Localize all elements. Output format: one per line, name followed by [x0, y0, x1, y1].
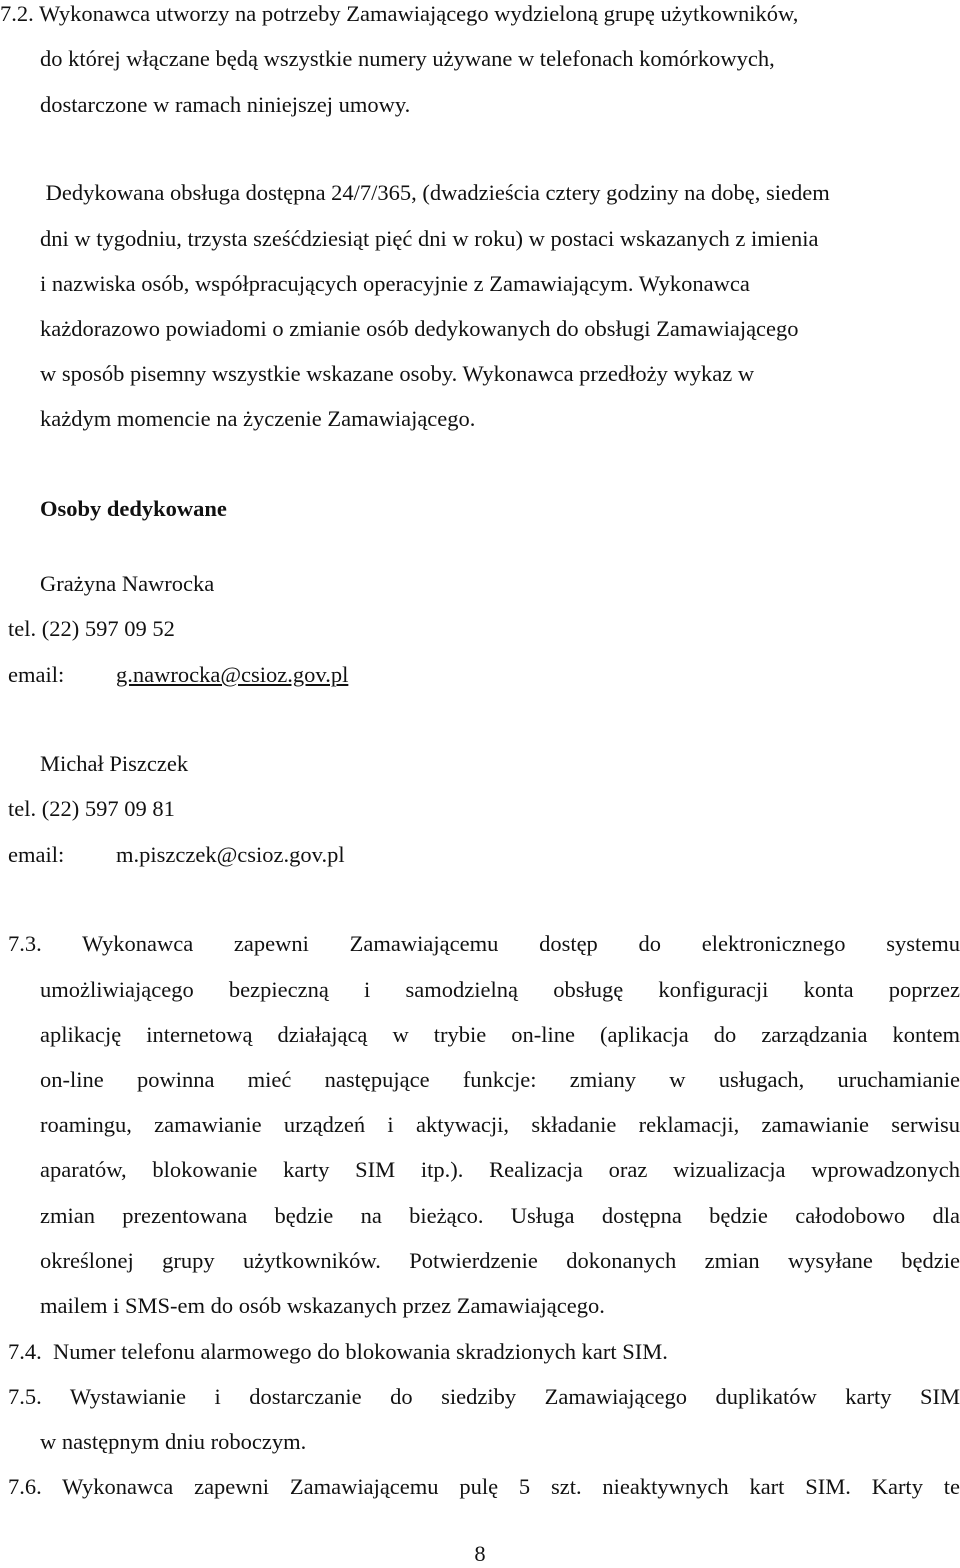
section-7-4: 7.4. Numer telefonu alarmowego do blokowania skradzionych kart SIM. — [8, 1339, 668, 1364]
section-7-2-line: 7.2. Wykonawca utworzy na potrzeby Zamawiającego wydzieloną grupę użytkowników, — [0, 1, 799, 26]
section-7-6: 7.6. Wykonawca zapewni Zamawiającemu pulę 5 szt. nieaktywnych kart SIM. Karty te — [8, 1476, 960, 1499]
contact-email-label: email: — [8, 842, 65, 867]
paragraph-line: Dedykowana obsługa dostępna 24/7/365, (dwadzieścia cztery godziny na dobę, siedem — [40, 180, 830, 205]
section-7-3-line: określonej grupy użytkowników. Potwierdzenie dokonanych zmian wysyłane będzie — [40, 1250, 960, 1273]
section-7-3-line: aplikację internetową działającą w trybie on-line (aplikacja do zarządzania kontem — [40, 1024, 960, 1047]
section-7-3-line: roamingu, zamawianie urządzeń i aktywacji, składanie reklamacji, zamawianie serwisu — [40, 1114, 960, 1137]
contact-phone: tel. (22) 597 09 52 — [8, 616, 175, 641]
paragraph-line: każdym momencie na życzenie Zamawiającego. — [40, 406, 476, 431]
section-7-3-line: on-line powinna mieć następujące funkcje: zmiany w usługach, uruchamianie — [40, 1069, 960, 1092]
contact-phone: tel. (22) 597 09 81 — [8, 796, 175, 821]
paragraph-line: i nazwiska osób, współpracujących operacyjnie z Zamawiającym. Wykonawca — [40, 271, 750, 296]
paragraph-line: dni w tygodniu, trzysta sześćdziesiąt pięć dni w roku) w postaci wskazanych z imienia — [40, 226, 819, 251]
contact-email: m.piszczek@csioz.gov.pl — [116, 842, 345, 867]
section-7-2-line: do której włączane będą wszystkie numery używane w telefonach komórkowych, — [40, 46, 775, 71]
section-7-3-line: 7.3. Wykonawca zapewni Zamawiającemu dostęp do elektronicznego systemu — [8, 933, 960, 956]
paragraph-line: w sposób pisemny wszystkie wskazane osoby. Wykonawca przedłoży wykaz w — [40, 361, 755, 386]
contact-email-link[interactable]: g.nawrocka@csioz.gov.pl — [116, 662, 349, 687]
section-7-2-line: dostarczone w ramach niniejszej umowy. — [40, 92, 411, 117]
section-7-3-line: mailem i SMS-em do osób wskazanych przez Zamawiającego. — [40, 1293, 605, 1318]
section-7-3-line: zmian prezentowana będzie na bieżąco. Usługa dostępna będzie całodobowo dla — [40, 1205, 960, 1228]
contacts-heading: Osoby dedykowane — [40, 496, 227, 521]
page-number: 8 — [474, 1541, 486, 1566]
paragraph-line: każdorazowo powiadomi o zmianie osób dedykowanych do obsługi Zamawiającego — [40, 316, 799, 341]
section-7-3-line: umożliwiającego bezpieczną i samodzielną obsługę konfiguracji konta poprzez — [40, 979, 960, 1002]
contact-name: Michał Piszczek — [40, 751, 189, 776]
contact-name: Grażyna Nawrocka — [40, 571, 215, 596]
section-7-3-line: aparatów, blokowanie karty SIM itp.). Realizacja oraz wizualizacja wprowadzonych — [40, 1159, 960, 1182]
section-7-5-line: w następnym dniu roboczym. — [40, 1429, 307, 1454]
contact-email-label: email: — [8, 662, 65, 687]
section-7-5-line: 7.5. Wystawianie i dostarczanie do siedziby Zamawiającego duplikatów karty SIM — [8, 1386, 960, 1409]
